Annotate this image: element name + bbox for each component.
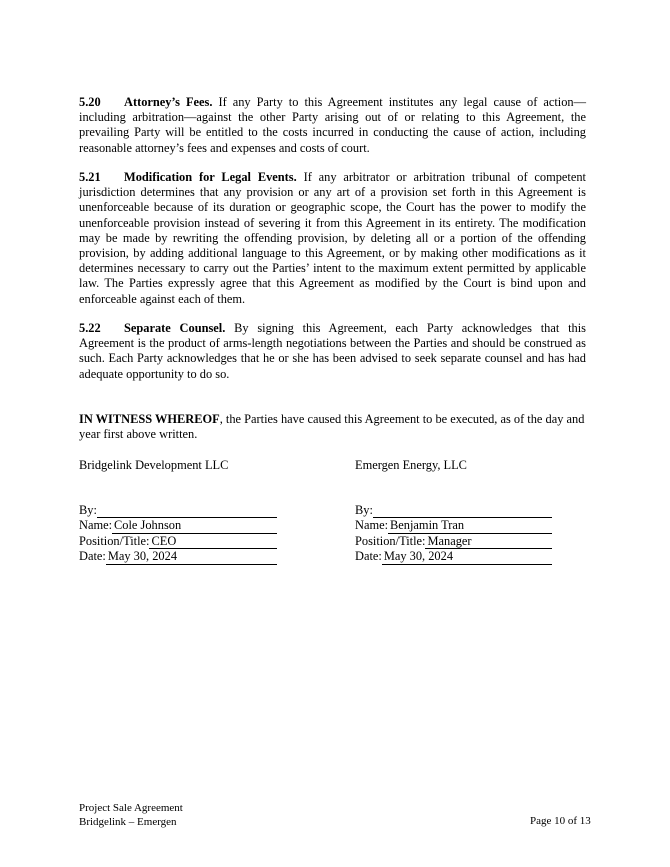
by-line: By: <box>355 503 552 518</box>
signature-field[interactable] <box>97 503 277 518</box>
section-5-21 <box>79 170 586 307</box>
footer-page-number: Page 10 of 13 <box>530 815 591 827</box>
signature-field[interactable] <box>373 503 552 518</box>
name-value: Benjamin Tran <box>388 518 552 533</box>
party-name-right: Emergen Energy, LLC <box>355 458 467 472</box>
witness-clause <box>79 412 586 442</box>
section-5-20 <box>79 95 586 156</box>
name-line: Name: Cole Johnson <box>79 518 277 533</box>
signature-block-left <box>79 503 277 565</box>
date-value: May 30, 2024 <box>382 549 552 564</box>
footer-doc-parties: Bridgelink – Emergen <box>79 815 177 828</box>
name-line: Name: Benjamin Tran <box>355 518 552 533</box>
date-value: May 30, 2024 <box>106 549 277 564</box>
section-title: Attorney’s Fees. <box>124 95 213 109</box>
section-text: By signing this Agreement, each Party acknowledges that this Agreement is the product of arms-length negotiations between the Parties and should be construed as such. Each Party acknowledges that he or she has been advised to seek separate counsel and has had adequate opportunity to do so. <box>79 321 586 381</box>
section-text: If any Party to this Agreement institutes any legal cause of action—including arbitration—against the other Party arising out of or relating to this Agreement, the prevailing Party will be entitled to the costs incurred in conducting the cause of action, including reasonable attorney’s fees and expenses and costs of court. <box>79 95 586 155</box>
footer-left <box>79 802 183 829</box>
by-line: By: <box>79 503 277 518</box>
date-line: Date: May 30, 2024 <box>79 549 277 564</box>
witness-text: , the Parties have caused this Agreement to be executed, as of the day and year first above written. <box>79 412 585 442</box>
section-title: Modification for Legal Events. <box>124 170 297 184</box>
footer-doc-title: Project Sale Agreement <box>79 802 183 814</box>
signature-block-right <box>355 503 552 565</box>
party-name-left: Bridgelink Development LLC <box>79 458 229 472</box>
section-5-22 <box>79 321 586 382</box>
title-line: Position/Title: CEO <box>79 534 277 549</box>
title-value: Manager <box>425 534 552 549</box>
section-text: If any arbitrator or arbitration tribunal of competent jurisdiction determines that any provision or any art of a provision set forth in this Agreement is unenforceable because of its duration or geographic scope, the Court has the power to modify the unenforceable provision instead of severing it from this Agreement in its entirety. The modification may be made by rewriting the offending provision, by deleting all or a portion of the offending provision, by adding additional language to this Agreement, or by making other modifications as it determines necessary to carry out the Parties’ intent to the maximum extent permitted by applicable law. The Parties expressly agree that this Agreement as modified by the Court is bind upon and enforceable against each of them. <box>79 170 587 306</box>
title-line: Position/Title: Manager <box>355 534 552 549</box>
section-number: 5.22 <box>79 321 101 335</box>
section-number: 5.20 <box>79 95 101 109</box>
witness-lead: IN WITNESS WHEREOF <box>79 412 220 426</box>
name-value: Cole Johnson <box>112 518 277 533</box>
section-number: 5.21 <box>79 170 101 184</box>
title-value: CEO <box>149 534 277 549</box>
date-line: Date: May 30, 2024 <box>355 549 552 564</box>
section-title: Separate Counsel. <box>124 321 226 335</box>
